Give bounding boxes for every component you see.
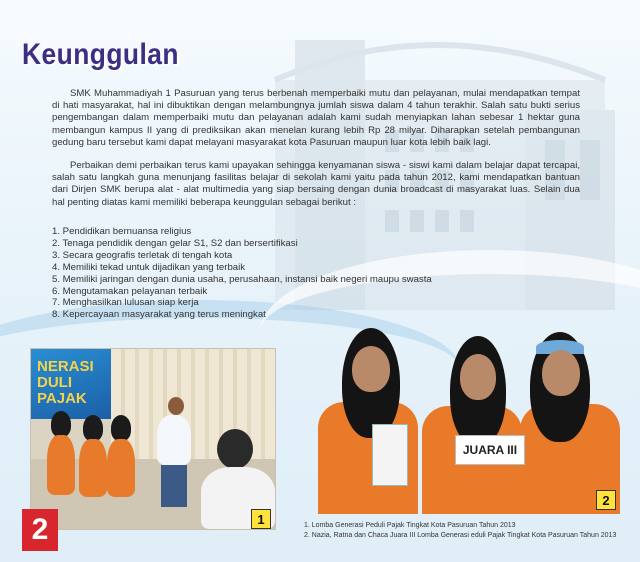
list-item: 4. Memiliki tekad untuk dijadikan yang terbaik xyxy=(52,261,246,273)
student-hijab xyxy=(111,415,131,441)
audience-head xyxy=(217,429,253,469)
juara-card: JUARA III xyxy=(455,435,525,465)
page-number: 2 xyxy=(22,509,58,551)
student-hijab xyxy=(83,415,103,441)
facilities-paragraph: Perbaikan demi perbaikan terus kami upayakan sehingga kenyamanan siswa - siswi kami dalam belajar dapat tercapai, salah satu langkah guna menunjang fasilitas belajar di sekolah kami yaitu pada tahun 2012, kami mendapatkan bantuan dari Dirjen SMK berupa alat - alat multimedia yang siap bersaing dengan dunia broadcast di masyarakat luas. Selain dua hal penting diatas kami memiliki beberapa keunggulan sebagai berikut : xyxy=(52,160,580,208)
banner-text: NERASI DULI PAJAK xyxy=(37,358,94,407)
caption: 1. Lomba Generasi Peduli Pajak Tingkat Kota Pasuruan Tahun 2013 xyxy=(304,522,516,529)
student-figure xyxy=(47,435,75,495)
winners-photo xyxy=(304,316,620,514)
intro-paragraph: SMK Muhammadiyah 1 Pasuruan yang terus berbenah memperbaiki mutu dan pelayanan, mulai mendapatkan tempat di hati masyarakat, hal ini dibuktikan dengan melambungnya jumlah siswa dalam 4 tahun terakhir. Salah satu bukti serius pengembangan dalam memperbaiki mutu dan pelayanan adalah kami sudah menyiapkan lahan sebesar 1 hektar guna membangun kampus II yang di prediksikan akan menelan kurang lebih Rp 28 milyar. Diharapkan setelah pembangunan gedung baru tersebut kami dapat melayani masyarakat kota Pasuruan maupun luar kota lebih baik lagi. xyxy=(52,88,580,148)
competition-photo xyxy=(30,348,276,530)
student-face xyxy=(460,354,496,400)
page-title: Keunggulan xyxy=(22,38,179,71)
photo-number-badge: 2 xyxy=(596,490,616,510)
advantages-list xyxy=(52,226,432,321)
event-banner xyxy=(31,349,111,419)
student-face xyxy=(542,350,580,396)
list-item: 5. Memiliki jaringan dengan dunia usaha, perusahaan, instansi baik negeri maupu swasta xyxy=(52,273,432,285)
award-plaque xyxy=(372,424,408,486)
presenter-trousers xyxy=(161,465,187,507)
list-item: 3. Secara geografis terletak di tengah kota xyxy=(52,249,233,261)
list-item: 1. Pendidikan bernuansa religius xyxy=(52,226,192,237)
caption: 2. Nazia, Ratna dan Chaca Juara III Lomba Generasi eduli Pajak Tingkat Kota Pasuruan Tahun 2013 xyxy=(304,531,617,539)
student-hijab xyxy=(51,411,71,437)
photo-number-badge: 1 xyxy=(251,509,271,529)
list-item: 7. Menghasilkan lulusan siap kerja xyxy=(52,297,199,309)
student-figure xyxy=(107,439,135,497)
photo-captions xyxy=(304,521,616,540)
list-item: 2. Tenaga pendidik dengan gelar S1, S2 dan bersertifikasi xyxy=(52,237,298,249)
presenter-figure xyxy=(157,415,191,465)
list-item: 8. Kepercayaan masyarakat yang terus meningkat xyxy=(52,309,266,321)
student-face xyxy=(352,346,390,392)
list-item: 6. Mengutamakan pelayanan terbaik xyxy=(52,285,208,297)
student-figure xyxy=(79,439,107,497)
presenter-head xyxy=(168,397,184,415)
